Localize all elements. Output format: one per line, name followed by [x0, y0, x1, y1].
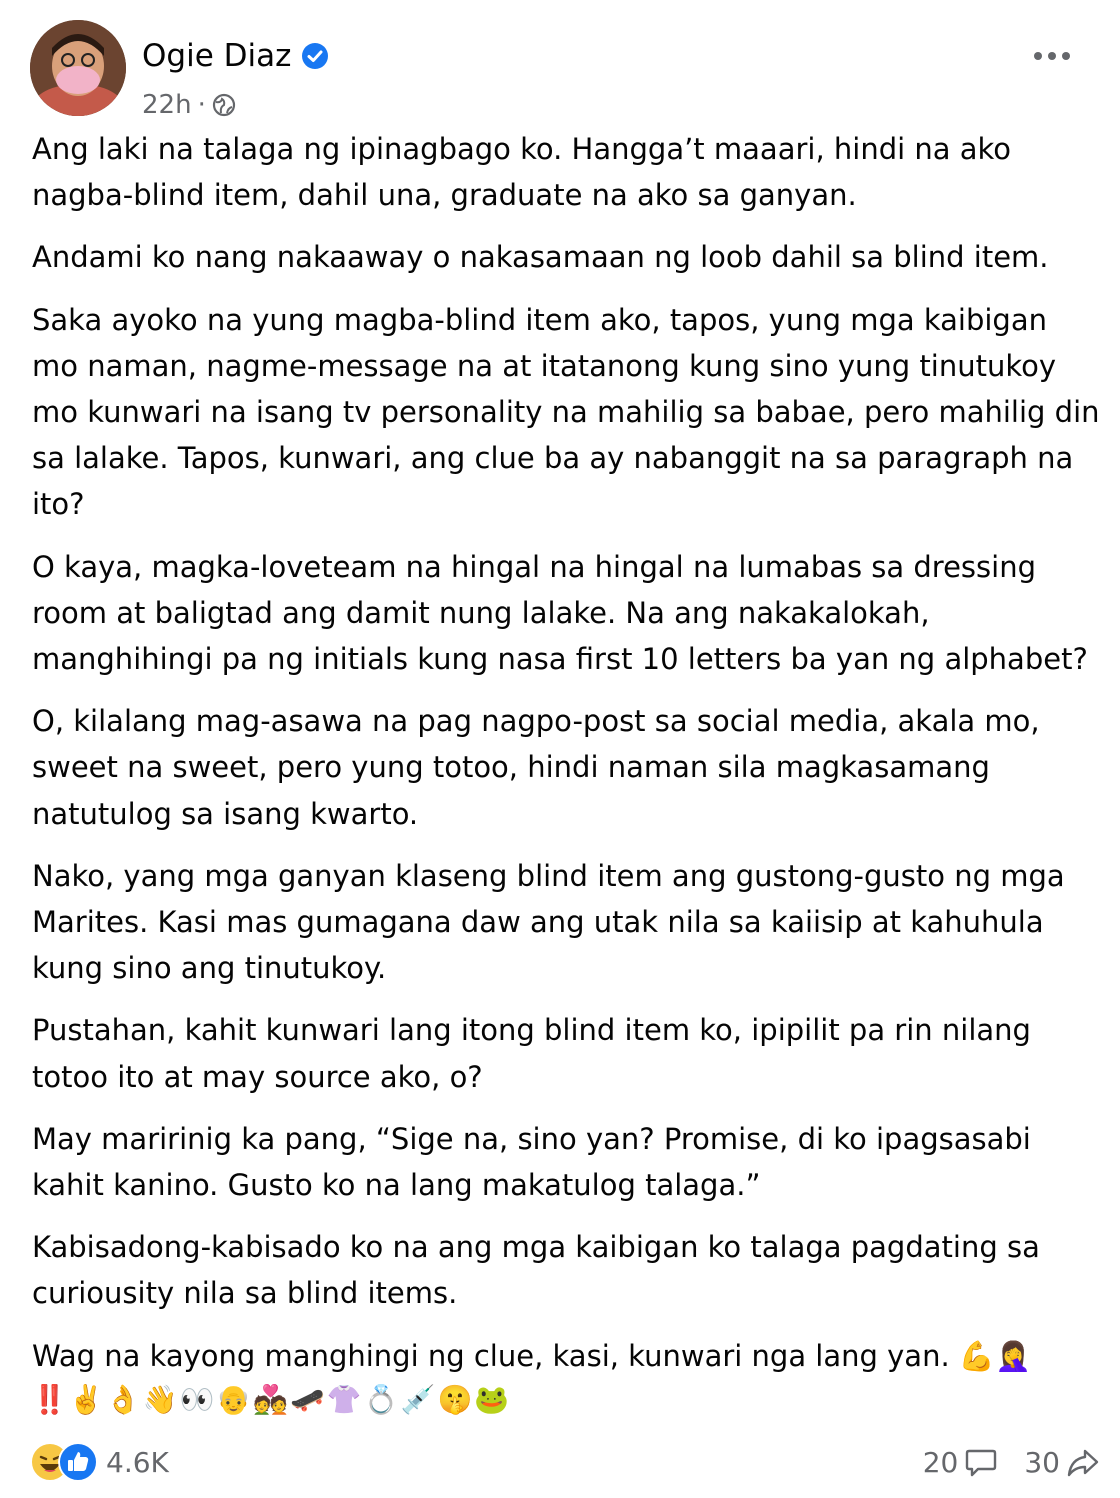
emoji-line: ‼️✌️👌👋👀👴💑🛹👚💍💉🤫🐸 — [32, 1382, 512, 1416]
author-name-row — [142, 38, 329, 74]
shares-stat[interactable] — [1024, 1445, 1100, 1479]
post-paragraph: Andami ko nang nakaaway o nakasamaan ng loob dahil sa blind item. — [32, 240, 1049, 275]
like-reaction-icon — [58, 1442, 98, 1482]
author-avatar[interactable] — [30, 20, 126, 116]
avatar-image — [30, 20, 126, 116]
post-paragraph: Pustahan, kahit kunwari lang itong blind item ko, ipipilit pa rin nilang totoo ito at may source ako, o? — [32, 1013, 1031, 1094]
post-meta — [142, 90, 236, 120]
reaction-count: 4.6K — [106, 1445, 169, 1479]
post-paragraph: Kabisadong-kabisado ko na ang mga kaibigan ko talaga pagdating sa curiousity nila sa blind items. — [32, 1230, 1040, 1311]
post-paragraph: Saka ayoko na yung magba-blind item ako, tapos, yung mga kaibigan mo naman, nagme-message na at itatanong kung sino yung tinutukoy mo kunwari na isang tv personality na mahilig sa babae, pero mahilig din sa lalake. Tapos, kunwari, ang clue ba ay nabanggit na sa paragraph na ito? — [32, 302, 1100, 522]
post-paragraph: May maririnig ka pang, “Sige na, sino yan? Promise, di ko ipagsasabi kahit kanino. Gusto ko na lang makatulog talaga.” — [32, 1121, 1031, 1203]
post-header — [30, 20, 1090, 120]
more-options-icon[interactable] — [1030, 46, 1074, 66]
globe-icon[interactable] — [212, 93, 236, 117]
share-count: 30 — [1024, 1445, 1060, 1479]
comment-icon — [964, 1445, 998, 1479]
post-paragraph-last: Wag na kayong manghingi ng clue, kasi, kunwari nga lang yan. 💪🤦‍♀️ — [32, 1338, 1032, 1373]
post-body — [32, 126, 1102, 1421]
post-time[interactable]: 22h — [142, 90, 192, 120]
post-paragraph: Ang laki na talaga ng ipinagbago ko. Hangga’t maaari, hindi na ako nagba-blind item, dahil una, graduate na ako sa ganyan. — [32, 132, 1012, 213]
post-paragraph: O, kilalang mag-asawa na pag nagpo-post sa social media, akala mo, sweet na sweet, pero yung totoo, hindi naman sila magkasamang natutulog sa isang kwarto. — [32, 704, 1040, 831]
post-paragraph: Nako, yang mga ganyan klaseng blind item ang gustong-gusto ng mga Marites. Kasi mas gumagana daw ang utak nila sa kaiisip at kahuhula kung sino ang tinutukoy. — [32, 858, 1065, 986]
author-name[interactable]: Ogie Diaz — [142, 38, 292, 74]
reactions-summary[interactable] — [30, 1440, 169, 1484]
share-icon — [1066, 1445, 1100, 1479]
meta-separator: · — [197, 90, 206, 120]
engagement-stats — [923, 1440, 1100, 1484]
post-footer — [30, 1440, 1100, 1484]
comment-count: 20 — [922, 1445, 959, 1479]
comments-stat[interactable] — [923, 1445, 999, 1479]
verified-badge-icon — [301, 42, 329, 70]
post-paragraph: O kaya, magka-loveteam na hingal na hingal na lumabas sa dressing room at baligtad ang damit nung lalake. Na ang nakakalokah, manghihingi pa ng initials kung nasa first 10 letters ba yan ng alphabet? — [32, 549, 1088, 677]
